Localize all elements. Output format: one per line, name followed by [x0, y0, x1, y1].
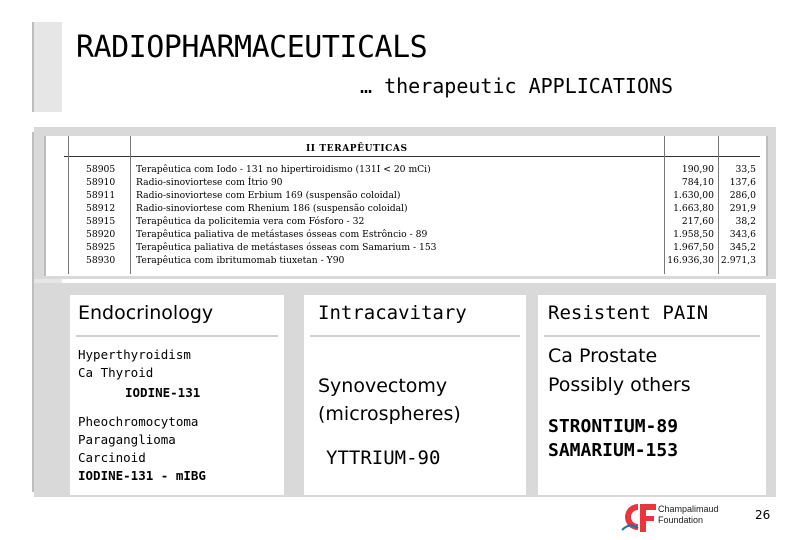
intracavitary-line: Synovectomy [318, 375, 448, 397]
pain-isotope: STRONTIUM-89 [548, 416, 679, 437]
table-row [46, 216, 766, 228]
table-row [46, 203, 766, 215]
row-code: 58910 [86, 177, 116, 188]
page-number: 26 [755, 508, 771, 522]
row-value: 1.967,50 [673, 242, 714, 253]
intracavitary-title: Intracavitary [318, 302, 467, 324]
endocrinology-line: Paraganglioma [78, 432, 176, 447]
row-description: Terapêutica com ibritumomab tiuxetan - Y90 [136, 255, 345, 266]
row-description: Terapêutica com Iodo - 131 no hipertiroidismo (131I < 20 mCi) [136, 164, 431, 175]
row-value: 16.936,30 [667, 255, 714, 266]
slide-title: RADIOPHARMACEUTICALS [76, 30, 428, 65]
pain-title: Resistent PAIN [548, 302, 709, 324]
row-value: 217,60 [681, 216, 714, 227]
slide-subtitle: … therapeutic APPLICATIONS [360, 74, 674, 98]
row-value: 2.971,3 [720, 255, 756, 266]
price-table-image [34, 127, 776, 279]
row-description: Terapêutica paliativa de metástases ósseas com Estrôncio - 89 [136, 229, 428, 240]
endocrinology-title: Endocrinology [78, 302, 214, 324]
row-description: Terapêutica paliativa de metástases ósseas com Samarium - 153 [136, 242, 437, 253]
table-row [46, 242, 766, 254]
row-value: 33,5 [735, 164, 756, 175]
row-value: 190,90 [681, 164, 714, 175]
row-value: 1.630,00 [673, 190, 714, 201]
intracavitary-isotope: YTTRIUM-90 [326, 447, 441, 469]
logo-text [658, 504, 719, 526]
row-value: 343,6 [729, 229, 756, 240]
row-value: 38,2 [735, 216, 756, 227]
row-value: 784,10 [681, 177, 714, 188]
intracavitary-box [304, 295, 526, 495]
row-code: 58930 [86, 255, 116, 266]
row-code: 58915 [86, 216, 116, 227]
row-description: Radio-sinoviortese com Ítrio 90 [136, 177, 283, 188]
pain-isotope: SAMARIUM-153 [548, 440, 679, 461]
row-code: 58912 [86, 203, 116, 214]
intracavitary-line: (microspheres) [318, 403, 461, 425]
resistent-pain-box [538, 295, 766, 495]
logo-text-line: Foundation [658, 515, 704, 525]
table-row [46, 229, 766, 241]
table-row [46, 164, 766, 176]
pain-line: Ca Prostate [548, 345, 658, 367]
endocrinology-line: Carcinoid [78, 450, 146, 465]
row-value: 345,2 [729, 242, 756, 253]
endocrinology-line: Hyperthyroidism [78, 347, 191, 362]
row-value: 291,9 [729, 203, 756, 214]
row-code: 58911 [86, 190, 116, 201]
row-value: 137,6 [729, 177, 756, 188]
logo-text-line: Champalimaud [658, 504, 719, 514]
row-value: 286,0 [729, 190, 756, 201]
endocrinology-isotope: IODINE-131 - mIBG [78, 468, 206, 483]
endocrinology-line: Pheochromocytoma [78, 414, 199, 429]
pain-line: Possibly others [548, 374, 691, 396]
row-description: Radio-sinoviortese com Erbium 169 (suspensão coloidal) [136, 190, 401, 201]
row-value: 1.958,50 [673, 229, 714, 240]
champalimaud-logo-icon [620, 500, 660, 534]
table-row [46, 190, 766, 202]
row-value: 1.663,80 [673, 203, 714, 214]
row-description: Radio-sinoviortese com Rhenium 186 (suspensão coloidal) [136, 203, 408, 214]
table-row [46, 177, 766, 189]
row-code: 58925 [86, 242, 116, 253]
row-description: Terapêutica da policitemia vera com Fósforo - 32 [136, 216, 365, 227]
endocrinology-line: Ca Thyroid [78, 365, 154, 380]
applications-panel [34, 283, 776, 497]
table-heading: II TERAPÊUTICAS [306, 144, 408, 154]
row-code: 58905 [86, 164, 116, 175]
endocrinology-isotope: IODINE-131 [125, 385, 201, 400]
table-row [46, 255, 766, 267]
row-code: 58920 [86, 229, 116, 240]
endocrinology-box [70, 295, 284, 495]
